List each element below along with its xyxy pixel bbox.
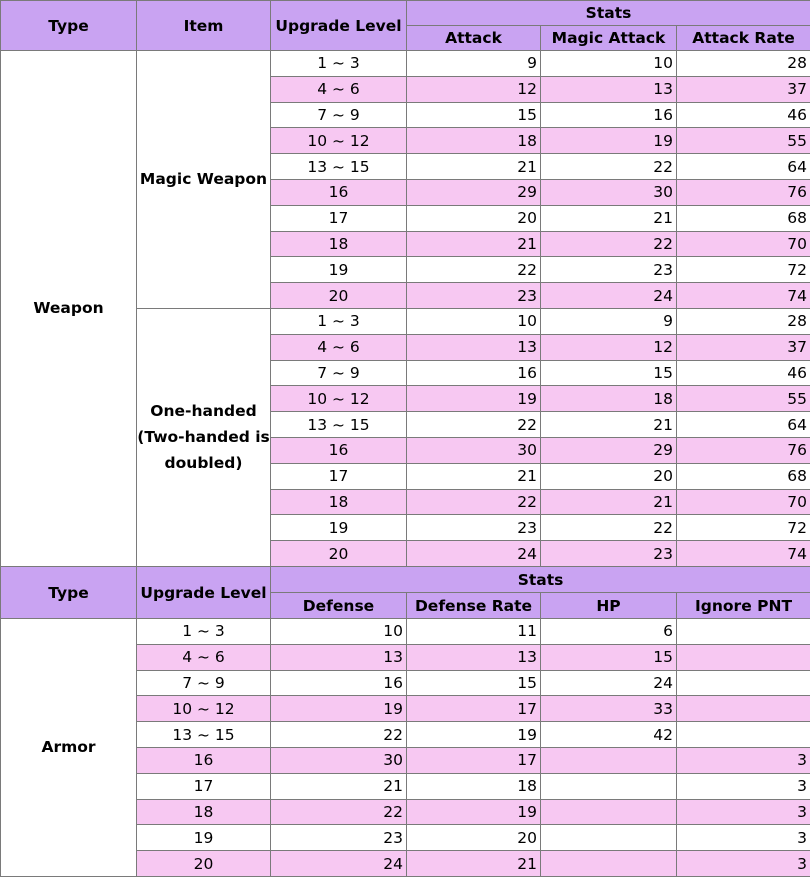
attack-rate-cell: 46: [677, 102, 810, 128]
ignore-pnt-cell: 3: [677, 851, 810, 877]
upgrade-level-cell: 7 ~ 9: [137, 670, 271, 696]
attack-rate-cell: 64: [677, 412, 810, 438]
magic-attack-cell: 10: [541, 51, 677, 77]
upgrade-level-cell: 4 ~ 6: [137, 644, 271, 670]
upgrade-level-cell: 10 ~ 12: [271, 386, 407, 412]
attack-cell: 30: [407, 437, 541, 463]
header-upgrade-level: Upgrade Level: [271, 1, 407, 51]
attack-rate-cell: 74: [677, 541, 810, 567]
attack-rate-cell: 72: [677, 515, 810, 541]
magic-attack-cell: 13: [541, 76, 677, 102]
attack-cell: 22: [407, 489, 541, 515]
magic-attack-cell: 19: [541, 128, 677, 154]
upgrade-level-cell: 19: [271, 515, 407, 541]
upgrade-level-cell: 7 ~ 9: [271, 360, 407, 386]
magic-attack-cell: 24: [541, 283, 677, 309]
upgrade-level-cell: 1 ~ 3: [271, 308, 407, 334]
attack-rate-cell: 46: [677, 360, 810, 386]
defense-rate-cell: 20: [407, 825, 541, 851]
defense-cell: 13: [271, 644, 407, 670]
magic-attack-cell: 23: [541, 541, 677, 567]
ignore-pnt-cell: [677, 644, 810, 670]
attack-rate-cell: 55: [677, 128, 810, 154]
ignore-pnt-cell: 3: [677, 825, 810, 851]
upgrade-level-cell: 19: [271, 257, 407, 283]
defense-rate-cell: 19: [407, 799, 541, 825]
defense-rate-cell: 13: [407, 644, 541, 670]
defense-cell: 22: [271, 799, 407, 825]
magic-attack-cell: 21: [541, 205, 677, 231]
defense-rate-cell: 18: [407, 773, 541, 799]
upgrade-level-cell: 17: [271, 463, 407, 489]
ignore-pnt-cell: 3: [677, 799, 810, 825]
upgrade-level-cell: 18: [271, 489, 407, 515]
attack-cell: 24: [407, 541, 541, 567]
magic-attack-cell: 21: [541, 412, 677, 438]
attack-cell: 21: [407, 154, 541, 180]
hp-cell: [541, 773, 677, 799]
magic-attack-cell: 9: [541, 308, 677, 334]
defense-cell: 23: [271, 825, 407, 851]
ignore-pnt-cell: 3: [677, 773, 810, 799]
attack-rate-cell: 68: [677, 463, 810, 489]
attack-cell: 23: [407, 515, 541, 541]
hp-cell: [541, 799, 677, 825]
hp-cell: 42: [541, 722, 677, 748]
upgrade-level-cell: 13 ~ 15: [137, 722, 271, 748]
upgrade-level-cell: 13 ~ 15: [271, 154, 407, 180]
ignore-pnt-cell: [677, 696, 810, 722]
magic-attack-cell: 22: [541, 515, 677, 541]
magic-attack-cell: 16: [541, 102, 677, 128]
defense-cell: 19: [271, 696, 407, 722]
header-defense-rate: Defense Rate: [407, 593, 541, 619]
hp-cell: [541, 747, 677, 773]
magic-attack-cell: 21: [541, 489, 677, 515]
attack-rate-cell: 76: [677, 437, 810, 463]
attack-cell: 16: [407, 360, 541, 386]
attack-rate-cell: 74: [677, 283, 810, 309]
attack-cell: 21: [407, 463, 541, 489]
attack-cell: 19: [407, 386, 541, 412]
attack-cell: 21: [407, 231, 541, 257]
upgrade-level-cell: 18: [137, 799, 271, 825]
attack-cell: 23: [407, 283, 541, 309]
header-defense: Defense: [271, 593, 407, 619]
attack-cell: 29: [407, 179, 541, 205]
defense-cell: 10: [271, 619, 407, 645]
attack-rate-cell: 55: [677, 386, 810, 412]
attack-cell: 22: [407, 412, 541, 438]
upgrade-level-cell: 1 ~ 3: [271, 51, 407, 77]
attack-cell: 22: [407, 257, 541, 283]
attack-rate-cell: 64: [677, 154, 810, 180]
attack-rate-cell: 37: [677, 76, 810, 102]
defense-rate-cell: 21: [407, 851, 541, 877]
header-type: Type: [1, 1, 137, 51]
attack-rate-cell: 72: [677, 257, 810, 283]
upgrade-level-cell: 17: [271, 205, 407, 231]
magic-attack-cell: 12: [541, 334, 677, 360]
header-stats: Stats: [407, 1, 810, 26]
hp-cell: 33: [541, 696, 677, 722]
upgrade-level-cell: 16: [137, 747, 271, 773]
attack-rate-cell: 28: [677, 51, 810, 77]
upgrade-level-cell: 13 ~ 15: [271, 412, 407, 438]
defense-rate-cell: 11: [407, 619, 541, 645]
upgrade-level-cell: 7 ~ 9: [271, 102, 407, 128]
upgrade-level-cell: 20: [271, 283, 407, 309]
attack-cell: 12: [407, 76, 541, 102]
attack-rate-cell: 68: [677, 205, 810, 231]
attack-cell: 15: [407, 102, 541, 128]
attack-cell: 20: [407, 205, 541, 231]
ignore-pnt-cell: [677, 722, 810, 748]
magic-attack-cell: 29: [541, 437, 677, 463]
upgrade-level-cell: 20: [137, 851, 271, 877]
hp-cell: [541, 851, 677, 877]
hp-cell: 15: [541, 644, 677, 670]
header-attack-rate: Attack Rate: [677, 26, 810, 51]
header-type: Type: [1, 567, 137, 619]
item-name-cell: Magic Weapon: [137, 51, 271, 309]
defense-cell: 16: [271, 670, 407, 696]
attack-cell: 18: [407, 128, 541, 154]
magic-attack-cell: 22: [541, 231, 677, 257]
attack-rate-cell: 28: [677, 308, 810, 334]
armor-type-cell: Armor: [1, 619, 137, 877]
upgrade-level-cell: 18: [271, 231, 407, 257]
defense-cell: 21: [271, 773, 407, 799]
magic-attack-cell: 20: [541, 463, 677, 489]
header-magic-attack: Magic Attack: [541, 26, 677, 51]
magic-attack-cell: 23: [541, 257, 677, 283]
defense-cell: 22: [271, 722, 407, 748]
upgrade-level-cell: 16: [271, 437, 407, 463]
header-hp: HP: [541, 593, 677, 619]
header-ignore-pnt: Ignore PNT: [677, 593, 810, 619]
header-upgrade-level: Upgrade Level: [137, 567, 271, 619]
upgrade-level-cell: 10 ~ 12: [137, 696, 271, 722]
ignore-pnt-cell: 3: [677, 747, 810, 773]
table-row: [1, 51, 810, 77]
table-row: [1, 619, 810, 645]
ignore-pnt-cell: [677, 619, 810, 645]
item-name-cell: One-handed (Two-handed is doubled): [137, 308, 271, 566]
armor-stats-table: [0, 566, 810, 877]
upgrade-level-cell: 4 ~ 6: [271, 334, 407, 360]
hp-cell: 6: [541, 619, 677, 645]
upgrade-level-cell: 10 ~ 12: [271, 128, 407, 154]
attack-rate-cell: 37: [677, 334, 810, 360]
magic-attack-cell: 30: [541, 179, 677, 205]
attack-cell: 10: [407, 308, 541, 334]
defense-rate-cell: 15: [407, 670, 541, 696]
upgrade-level-cell: 16: [271, 179, 407, 205]
upgrade-level-cell: 4 ~ 6: [271, 76, 407, 102]
header-item: Item: [137, 1, 271, 51]
defense-rate-cell: 17: [407, 747, 541, 773]
hp-cell: 24: [541, 670, 677, 696]
hp-cell: [541, 825, 677, 851]
upgrade-level-cell: 1 ~ 3: [137, 619, 271, 645]
attack-rate-cell: 70: [677, 231, 810, 257]
defense-rate-cell: 17: [407, 696, 541, 722]
upgrade-level-cell: 20: [271, 541, 407, 567]
magic-attack-cell: 22: [541, 154, 677, 180]
defense-rate-cell: 19: [407, 722, 541, 748]
upgrade-level-cell: 17: [137, 773, 271, 799]
header-stats: Stats: [271, 567, 810, 593]
ignore-pnt-cell: [677, 670, 810, 696]
attack-rate-cell: 76: [677, 179, 810, 205]
magic-attack-cell: 15: [541, 360, 677, 386]
attack-cell: 13: [407, 334, 541, 360]
defense-cell: 24: [271, 851, 407, 877]
attack-rate-cell: 70: [677, 489, 810, 515]
magic-attack-cell: 18: [541, 386, 677, 412]
upgrade-level-cell: 19: [137, 825, 271, 851]
weapon-type-cell: Weapon: [1, 51, 137, 567]
header-attack: Attack: [407, 26, 541, 51]
attack-cell: 9: [407, 51, 541, 77]
defense-cell: 30: [271, 747, 407, 773]
